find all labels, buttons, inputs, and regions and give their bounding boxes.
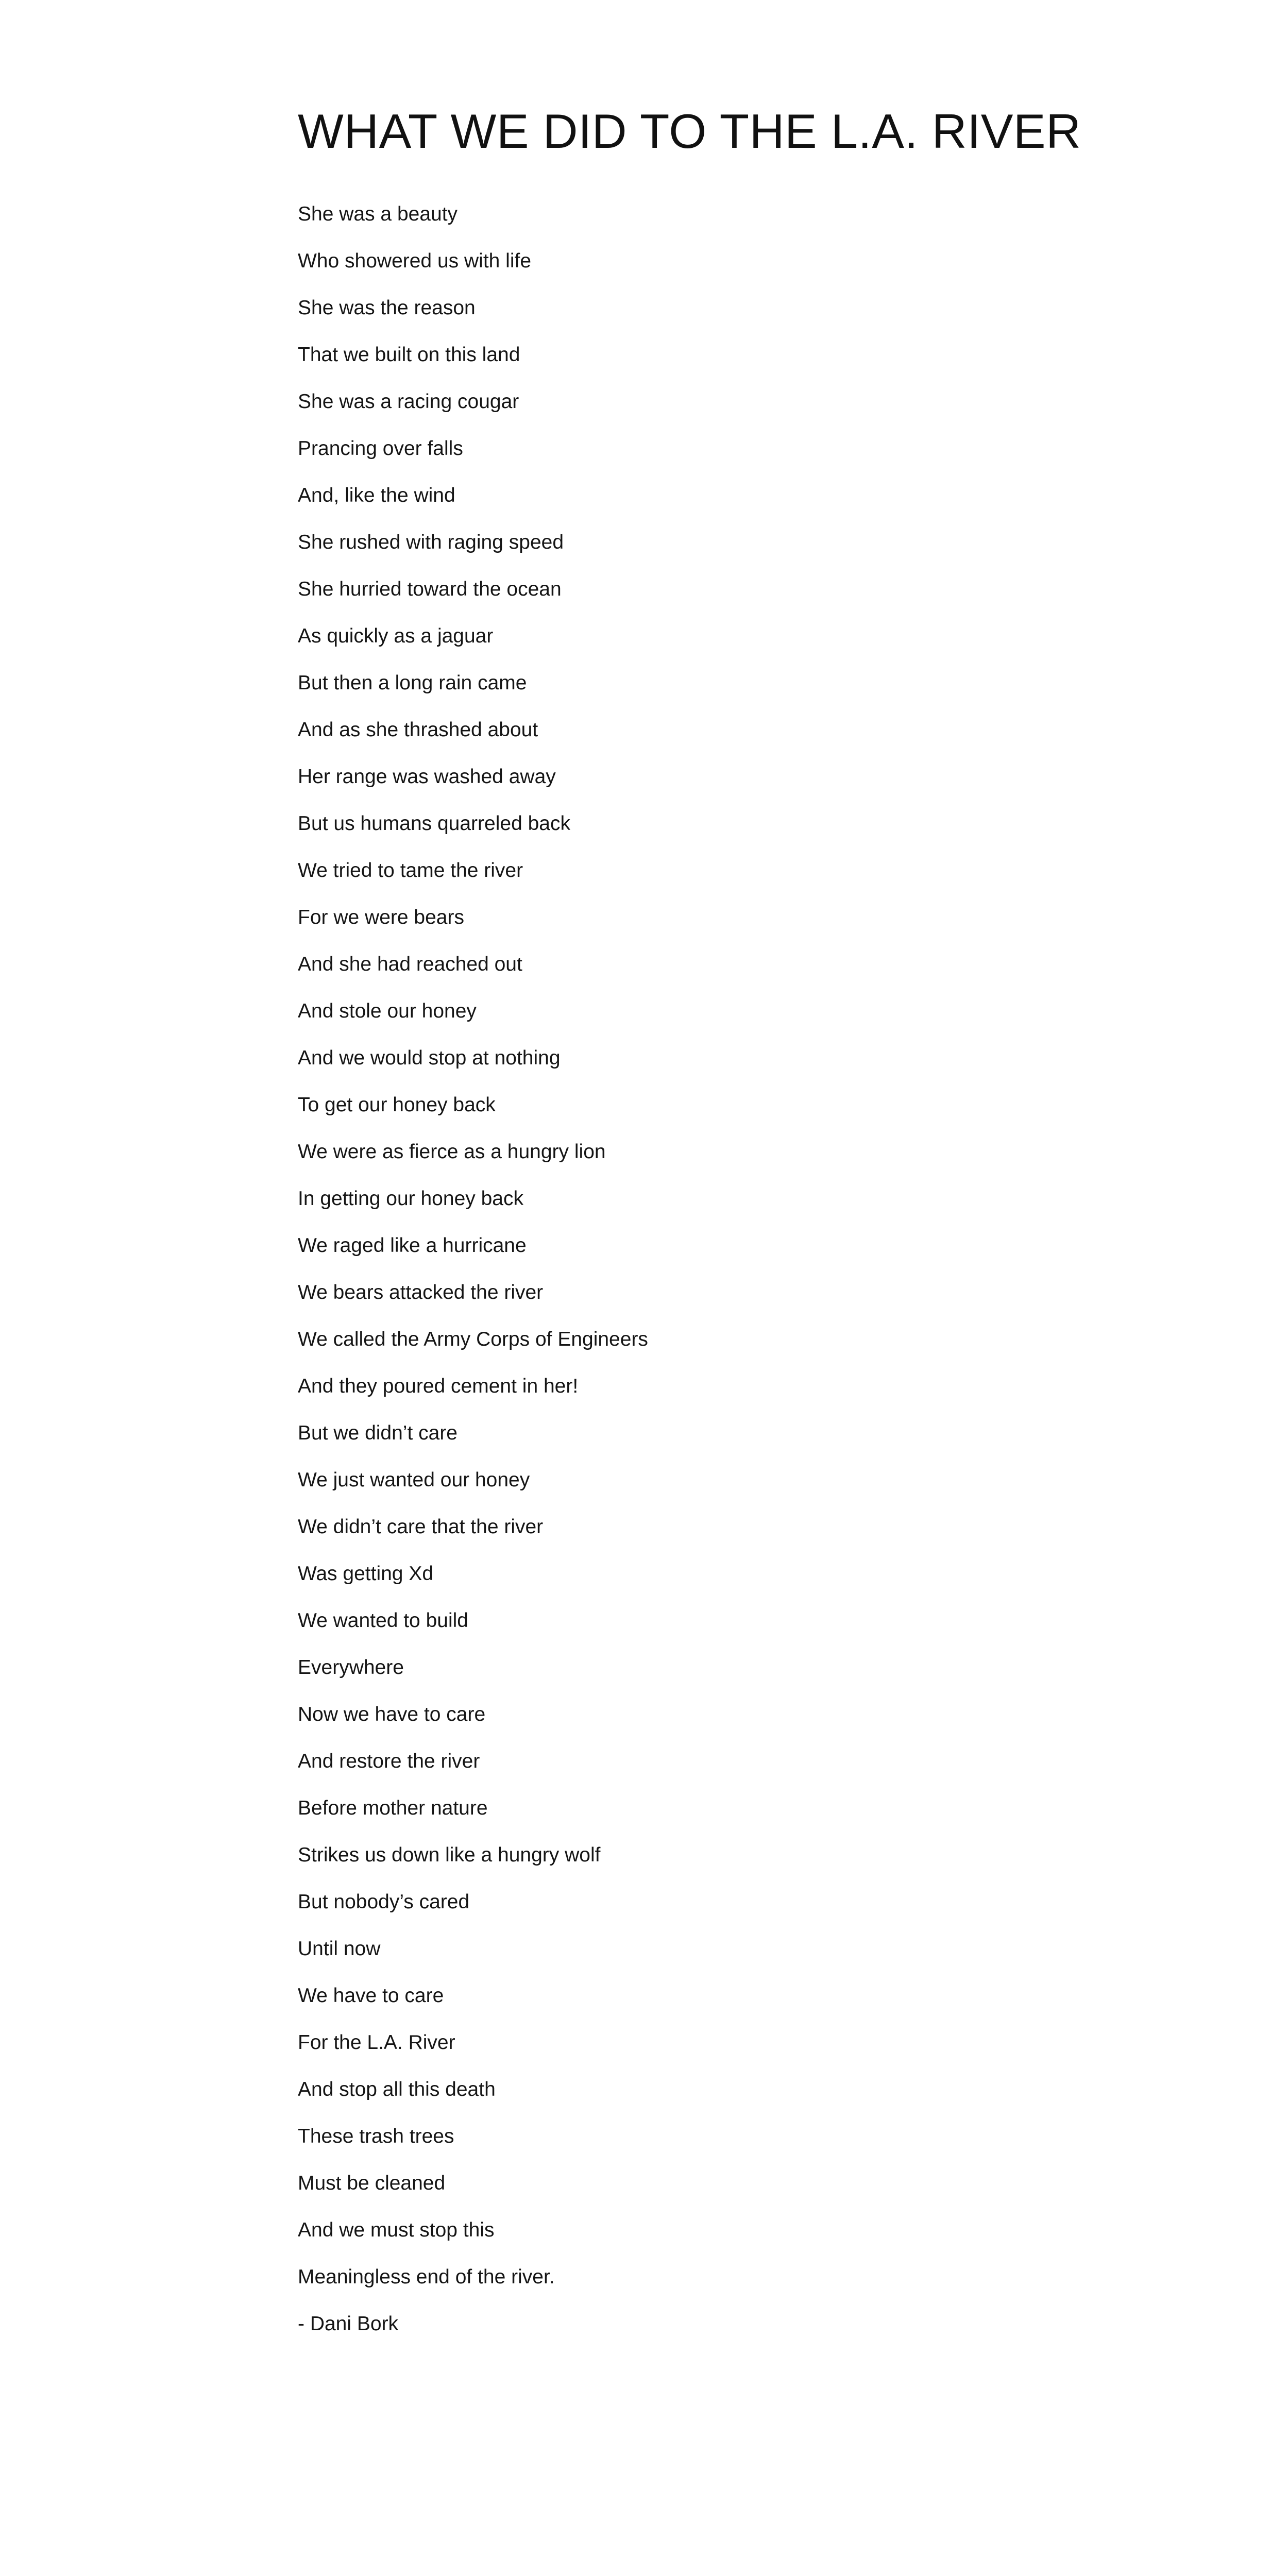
- poem-line: We were as fierce as a hungry lion: [298, 1141, 606, 1163]
- poem-line: But us humans quarreled back: [298, 812, 570, 835]
- poem-line: And, like the wind: [298, 484, 455, 506]
- poem-line: And she had reached out: [298, 953, 522, 975]
- poem-line: She hurried toward the ocean: [298, 578, 562, 600]
- poem-line: She was the reason: [298, 297, 476, 319]
- poem-line: Was getting Xd: [298, 1563, 434, 1585]
- poem-line: And stole our honey: [298, 1000, 477, 1022]
- poem-author: - Dani Bork: [298, 2313, 399, 2335]
- poem-line: Meaningless end of the river.: [298, 2266, 555, 2288]
- poem-line: Now we have to care: [298, 1703, 486, 1725]
- poem-line: Her range was washed away: [298, 766, 556, 788]
- poem-line: Strikes us down like a hungry wolf: [298, 1844, 601, 1866]
- poem-line: We wanted to build: [298, 1609, 468, 1632]
- poem-line: But then a long rain came: [298, 672, 527, 694]
- poem-line: And we would stop at nothing: [298, 1047, 561, 1069]
- poem-line: And as she thrashed about: [298, 719, 538, 741]
- page-title: WHAT WE DID TO THE L.A. RIVER: [298, 104, 1081, 158]
- poem-line: Until now: [298, 1938, 381, 1960]
- poem-line: For the L.A. River: [298, 2031, 455, 2054]
- poem-line: Prancing over falls: [298, 437, 463, 460]
- poem-line: Before mother nature: [298, 1797, 488, 1819]
- poem-line: And restore the river: [298, 1750, 480, 1772]
- poem-line: To get our honey back: [298, 1094, 496, 1116]
- poem-line: We didn’t care that the river: [298, 1516, 544, 1538]
- poem-line: These trash trees: [298, 2125, 454, 2147]
- poem-line: And stop all this death: [298, 2078, 496, 2100]
- poem-line: In getting our honey back: [298, 1188, 523, 1210]
- poem-line: Everywhere: [298, 1656, 404, 1679]
- poem-line: Must be cleaned: [298, 2172, 446, 2194]
- poem-line: As quickly as a jaguar: [298, 625, 494, 647]
- poem-line: She was a racing cougar: [298, 391, 519, 413]
- poem-line: And we must stop this: [298, 2219, 495, 2241]
- poem-line: We just wanted our honey: [298, 1469, 530, 1491]
- poem-line: But nobody’s cared: [298, 1891, 470, 1913]
- poem-line: She was a beauty: [298, 203, 458, 225]
- poem-line: That we built on this land: [298, 344, 520, 366]
- poem-line: We raged like a hurricane: [298, 1234, 527, 1257]
- poem-line: But we didn’t care: [298, 1422, 458, 1444]
- poem-line: Who showered us with life: [298, 250, 532, 272]
- poem-line: For we were bears: [298, 906, 464, 928]
- poem-body: [298, 201, 1019, 2291]
- poem-line: We tried to tame the river: [298, 859, 523, 882]
- poem-line: We have to care: [298, 1985, 444, 2007]
- poem-line: We called the Army Corps of Engineers: [298, 1328, 648, 1350]
- poem-line: And they poured cement in her!: [298, 1375, 579, 1397]
- poem-page: [298, 101, 1081, 2337]
- poem-line: We bears attacked the river: [298, 1281, 544, 1303]
- poem-line: She rushed with raging speed: [298, 531, 564, 553]
